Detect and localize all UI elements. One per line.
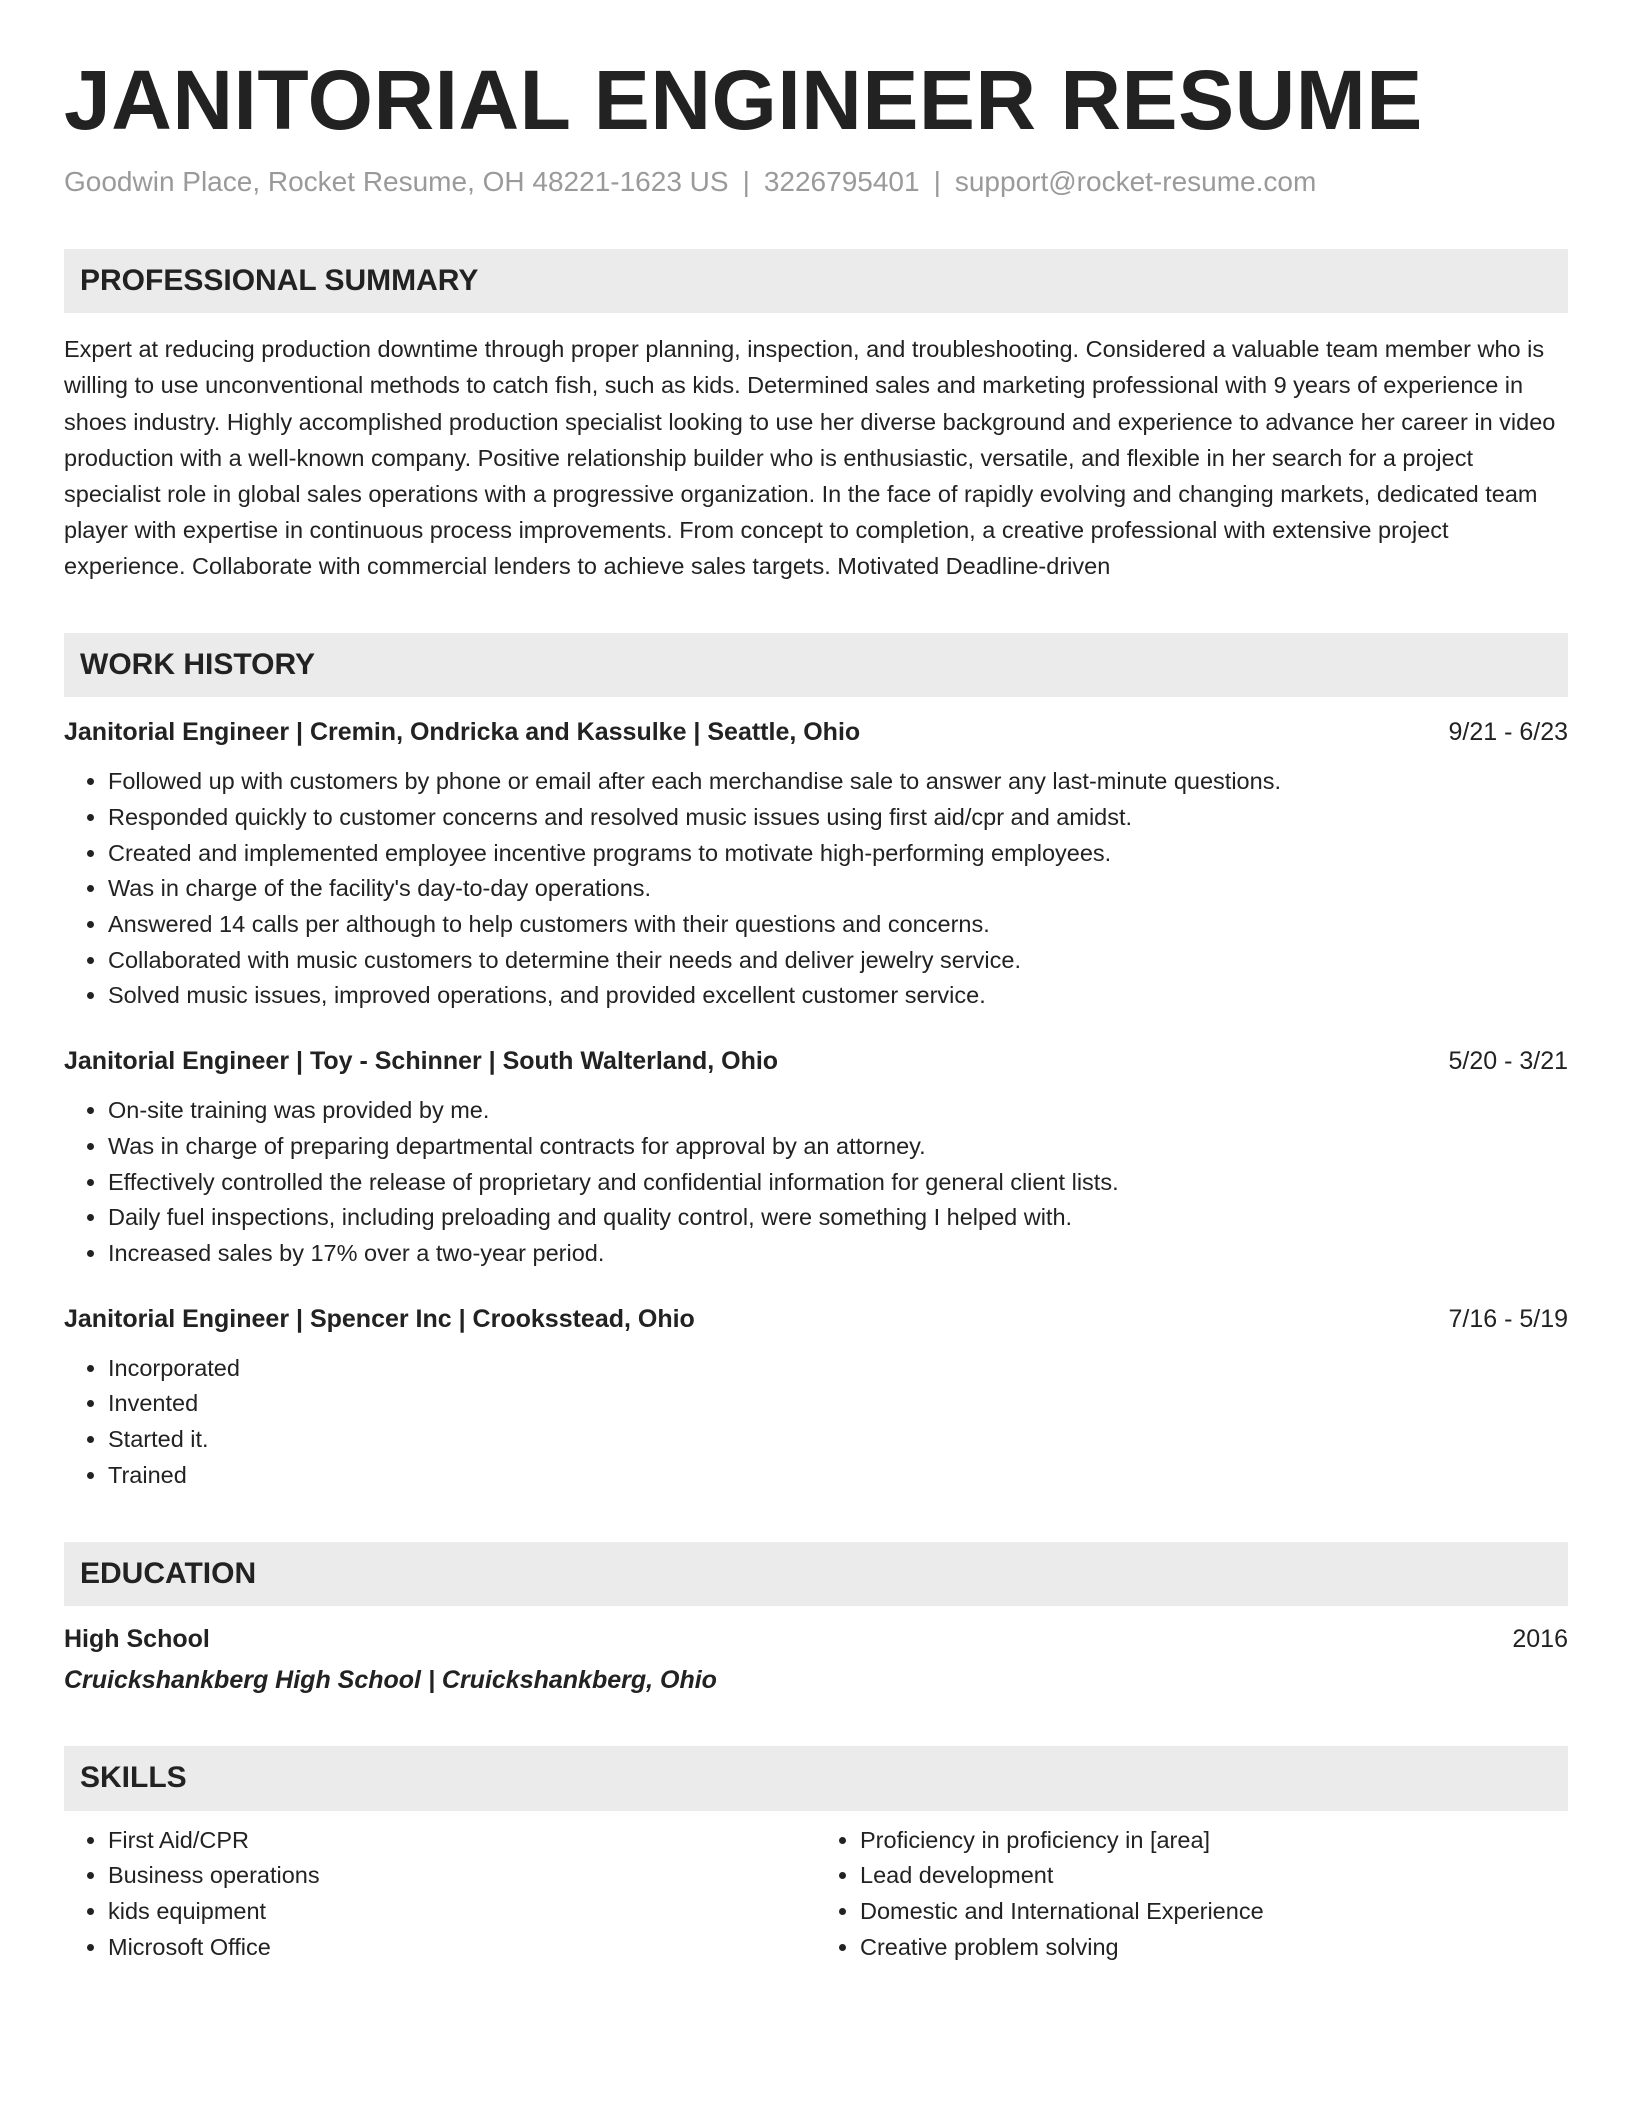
contact-address: Goodwin Place, Rocket Resume, OH 48221-1623 US [64,166,729,198]
section-header-skills: SKILLS [64,1746,1568,1811]
section-header-education: EDUCATION [64,1542,1568,1607]
skill-item: • Proficiency in proficiency in [area] [860,1823,1568,1859]
job-header [64,715,1568,750]
job-bullets [64,1093,1568,1272]
job-bullet: • Invented [108,1386,1568,1422]
job-bullet: • Responded quickly to customer concerns and resolved music issues using first aid/cpr and amidst. [108,800,1568,836]
job-bullet: • Increased sales by 17% over a two-year period. [108,1236,1568,1272]
job-bullet: • Started it. [108,1422,1568,1458]
job-header [64,1302,1568,1337]
job-title: Janitorial Engineer | Cremin, Ondricka and Kassulke | Seattle, Ohio [64,718,861,747]
skill-item: • kids equipment [108,1894,816,1930]
skill-item: • Microsoft Office [108,1930,816,1966]
job-bullet: • Followed up with customers by phone or email after each merchandise sale to answer any last-minute questions. [108,764,1568,800]
section-header-summary: PROFESSIONAL SUMMARY [64,249,1568,314]
job-dates: 5/20 - 3/21 [1448,1047,1568,1076]
contact-line [64,164,1568,200]
skill-item: • Lead development [860,1858,1568,1894]
education-year: 2016 [1512,1625,1568,1654]
job-bullet: • Daily fuel inspections, including preloading and quality control, were something I helped with. [108,1200,1568,1236]
job-entry [64,1044,1568,1272]
job-title: Janitorial Engineer | Toy - Schinner | South Walterland, Ohio [64,1047,779,1076]
job-bullets [64,764,1568,1014]
job-dates: 9/21 - 6/23 [1448,718,1568,747]
job-bullets [64,1351,1568,1494]
skill-item: • Creative problem solving [860,1930,1568,1966]
contact-email[interactable]: support@rocket-resume.com [954,166,1317,198]
education-school: Cruickshankberg High School | Cruickshankberg, Ohio [64,1666,717,1695]
job-bullet: • Collaborated with music customers to determine their needs and deliver jewelry service. [108,943,1568,979]
job-entry [64,715,1568,1014]
skill-item: • Domestic and International Experience [860,1894,1568,1930]
job-bullet: • Answered 14 calls per although to help customers with their questions and concerns. [108,907,1568,943]
education-degree: High School [64,1625,210,1654]
skills-list [64,1823,1568,1966]
job-bullet: • Created and implemented employee incentive programs to motivate high-performing employees. [108,836,1568,872]
job-bullet: • On-site training was provided by me. [108,1093,1568,1129]
skill-item: • Business operations [108,1858,816,1894]
skills-column-right [816,1823,1568,1966]
contact-phone: 3226795401 [763,166,920,198]
contact-separator: | [933,166,941,198]
job-bullet: • Was in charge of the facility's day-to-day operations. [108,871,1568,907]
job-dates: 7/16 - 5/19 [1448,1304,1568,1333]
job-entry [64,1302,1568,1494]
summary-text: Expert at reducing production downtime through proper planning, inspection, and troubleshooting. Considered a valuable team member who is willing to use unconventional methods to catch fish, such as kids. Determined sales and marketing professional with 9 years of experience in shoes industry. Highly accomplished production specialist looking to use her diverse background and experience to advance her career in video production with a well-known company. Positive relationship builder who is enthusiastic, versatile, and flexible in her search for a project specialist role in global sales operations with a progressive organization. In the face of rapidly evolving and changing markets, dedicated team player with expertise in continuous process improvements. From concept to completion, a creative professional with extensive project experience. Collaborate with commercial lenders to achieve sales targets. Motivated Deadline-driven [64,336,1556,580]
contact-separator: | [742,166,750,198]
education-header [64,1622,1568,1657]
skill-item: • First Aid/CPR [108,1823,816,1859]
job-title: Janitorial Engineer | Spencer Inc | Crooksstead, Ohio [64,1304,695,1333]
section-header-work-history: WORK HISTORY [64,633,1568,698]
job-bullet: • Effectively controlled the release of proprietary and confidential information for general client lists. [108,1165,1568,1201]
job-bullet: • Was in charge of preparing departmental contracts for approval by an attorney. [108,1129,1568,1165]
skills-column-left [64,1823,816,1966]
resume-title: JANITORIAL ENGINEER RESUME [64,53,1423,147]
job-bullet: • Solved music issues, improved operations, and provided excellent customer service. [108,978,1568,1014]
job-header [64,1044,1568,1079]
job-bullet: • Trained [108,1458,1568,1494]
education-entry [64,1622,1568,1698]
job-bullet: • Incorporated [108,1351,1568,1387]
